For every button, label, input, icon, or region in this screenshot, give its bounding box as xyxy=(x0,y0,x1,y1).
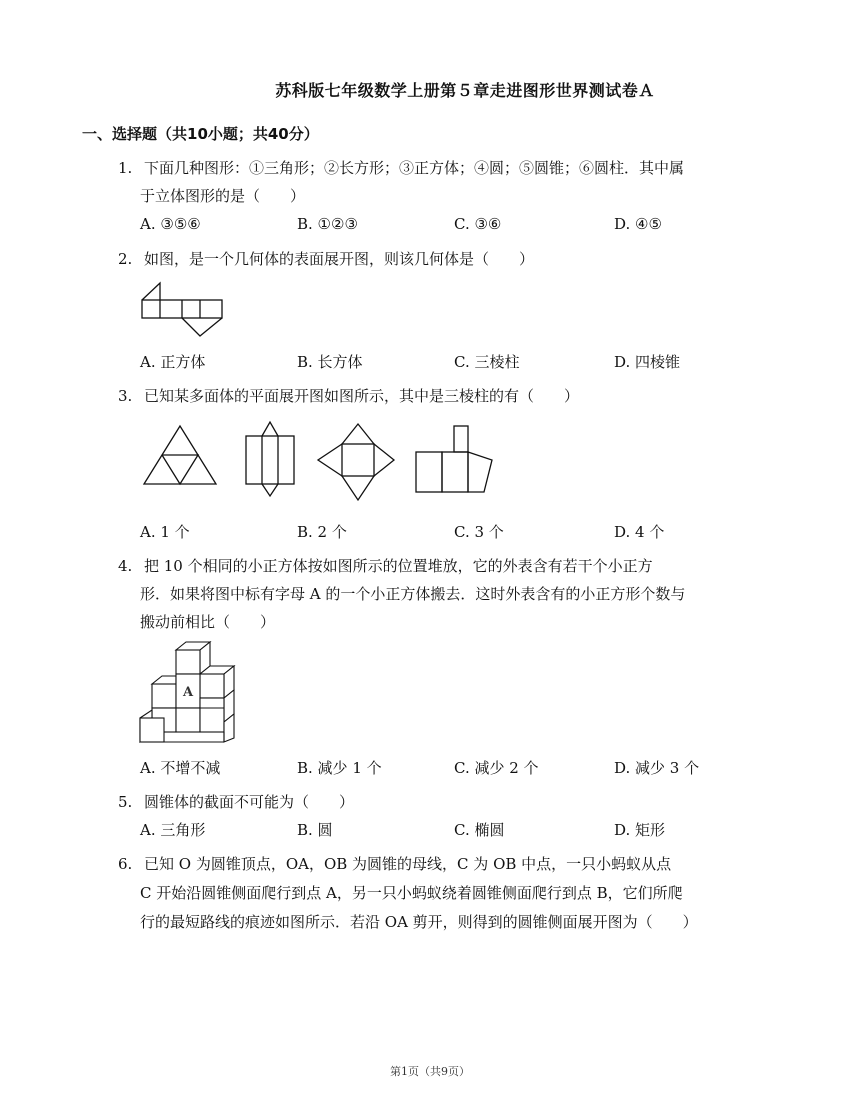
question-text: 行的最短路线的痕迹如图所示．若沿 OA 剪开，则得到的圆锥侧面展开图为（ ） xyxy=(140,913,698,931)
question-text: 形．如果将图中标有字母 A 的一个小正方体搬去．这时外表含有的小正方形个数与 xyxy=(140,585,686,603)
question-5 xyxy=(118,788,768,816)
option-c[interactable]: C. 减少 2 个 xyxy=(454,759,539,777)
option-b[interactable]: B. 圆 xyxy=(297,821,333,839)
option-c[interactable]: C. ③⑥ xyxy=(454,215,502,233)
net-pyramid xyxy=(342,444,374,476)
question-text: C 开始沿圆锥侧面爬行到点 A，另一只小蚂蚁绕着圆锥侧面爬行到点 B，它们所爬 xyxy=(140,884,683,902)
option-a[interactable]: A. 正方体 xyxy=(140,353,206,371)
option-b[interactable]: B. 2 个 xyxy=(297,523,347,541)
net-quad xyxy=(416,452,442,492)
option-d[interactable]: D. 减少 3 个 xyxy=(614,759,700,777)
question-2 xyxy=(118,245,768,273)
cube-label-a: A xyxy=(182,685,194,700)
question-text: 已知某多面体的平面展开图如图所示，其中是三棱柱的有（ ） xyxy=(144,387,580,405)
option-a[interactable]: A. 1 个 xyxy=(140,523,190,541)
question-number: 6. xyxy=(118,855,133,873)
option-d[interactable]: D. 四棱锥 xyxy=(614,353,681,371)
question-text: 下面几种图形：①三角形；②长方形；③正方体；④圆；⑤圆锥；⑥圆柱．其中属 xyxy=(144,159,685,177)
option-b[interactable]: B. 减少 1 个 xyxy=(297,759,382,777)
option-b[interactable]: B. ①②③ xyxy=(297,215,358,233)
option-c[interactable]: C. 3 个 xyxy=(454,523,504,541)
page-title: 苏科版七年级数学上册第５章走进图形世界测试卷Ａ xyxy=(275,81,655,100)
question-text: 如图，是一个几何体的表面展开图，则该几何体是（ ） xyxy=(144,250,535,268)
question-3 xyxy=(118,382,768,410)
section-heading: 一、选择题（共10小题；共40分） xyxy=(82,125,319,143)
option-c[interactable]: C. 三棱柱 xyxy=(454,353,520,371)
option-d[interactable]: D. ④⑤ xyxy=(614,215,662,233)
question-text: 圆锥体的截面不可能为（ ） xyxy=(144,793,355,811)
option-a[interactable]: A. 不增不减 xyxy=(140,759,221,777)
option-a[interactable]: A. 三角形 xyxy=(140,821,206,839)
net-prism xyxy=(246,436,294,484)
net-figure-q2 xyxy=(138,280,228,340)
nets-figure-q3 xyxy=(138,420,498,505)
question-6 xyxy=(118,850,768,937)
page-footer: 第1页（共9页） xyxy=(390,1065,470,1078)
question-number: 3. xyxy=(118,387,133,405)
question-text: 把 10 个相同的小正方体按如图所示的位置堆放，它的外表含有若干个小正方 xyxy=(144,557,653,575)
question-text: 于立体图形的是（ ） xyxy=(140,187,306,205)
question-number: 2. xyxy=(118,250,133,268)
question-1 xyxy=(118,154,768,210)
option-a[interactable]: A. ③⑤⑥ xyxy=(140,215,201,233)
option-d[interactable]: D. 4 个 xyxy=(614,523,665,541)
option-d[interactable]: D. 矩形 xyxy=(614,821,666,839)
cube-stack-figure-q4 xyxy=(138,640,248,748)
question-number: 1. xyxy=(118,159,133,177)
question-4 xyxy=(118,552,768,636)
option-c[interactable]: C. 椭圆 xyxy=(454,821,505,839)
question-text: 已知 O 为圆锥顶点，OA，OB 为圆锥的母线，C 为 OB 中点，一只小蚂蚁从点 xyxy=(144,855,672,873)
question-number: 4. xyxy=(118,557,133,575)
option-b[interactable]: B. 长方体 xyxy=(297,353,363,371)
question-number: 5. xyxy=(118,793,133,811)
question-text: 搬动前相比（ ） xyxy=(140,613,276,631)
